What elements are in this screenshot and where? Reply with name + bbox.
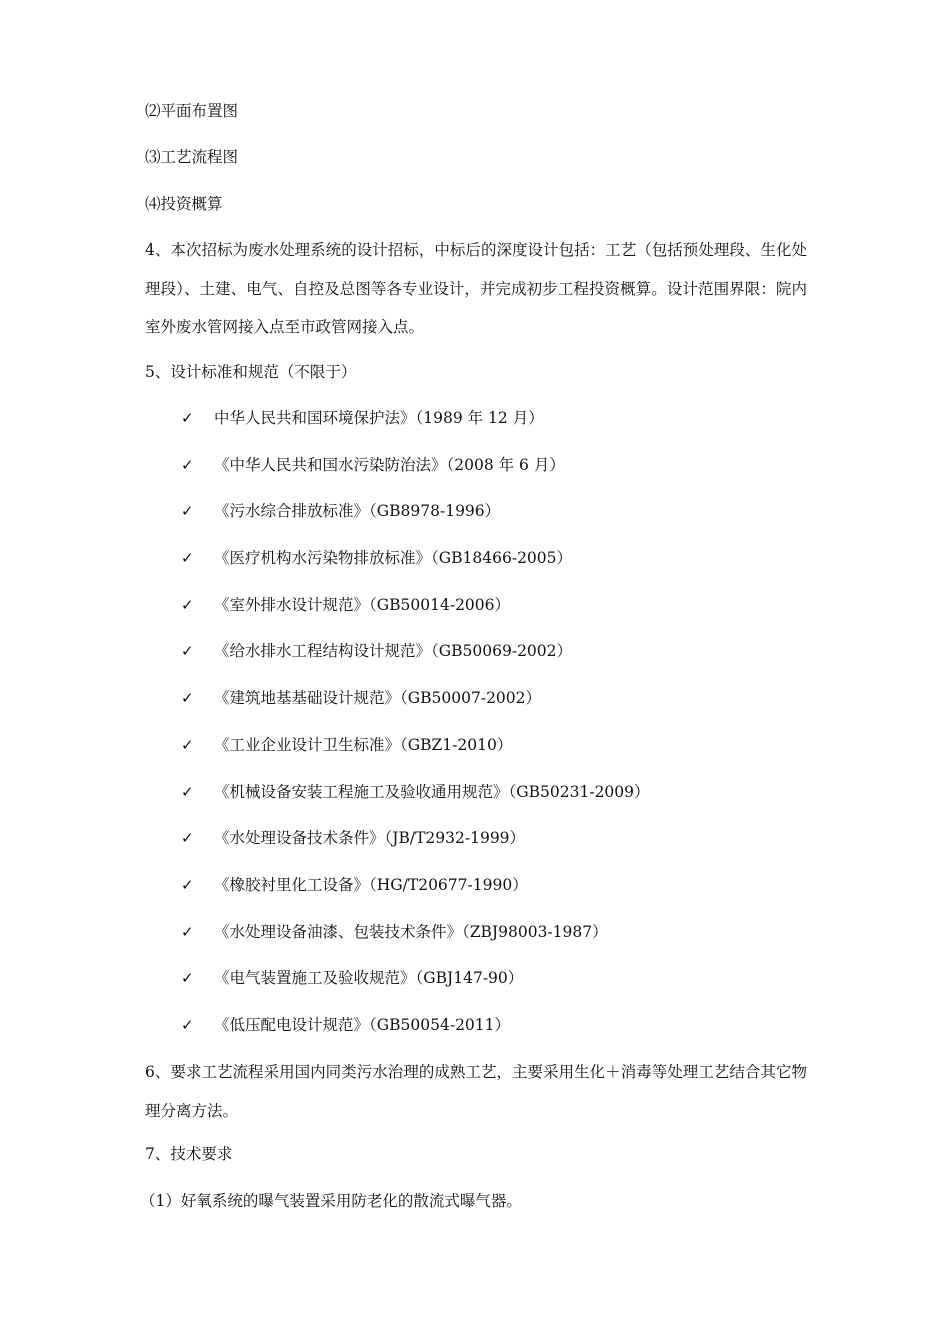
- standard-text: 《污水综合排放标准》（GB8978-1996）: [214, 502, 501, 521]
- checkmark-icon: ✓: [181, 642, 194, 661]
- section-7-item-1: （1）好氧系统的曝气装置采用防老化的散流式曝气器。: [140, 1192, 522, 1210]
- list-item: [0, 499, 950, 546]
- checkmark-icon: ✓: [181, 875, 194, 894]
- list-item: [0, 453, 950, 500]
- checkmark-icon: ✓: [181, 1015, 194, 1034]
- standard-text: 《水处理设备技术条件》（JB/T2932-1999）: [214, 829, 526, 848]
- section-7-title: 7、技术要求: [145, 1145, 233, 1163]
- checkmark-icon: ✓: [181, 409, 194, 427]
- standard-text: 《中华人民共和国水污染防治法》（2008 年 6 月）: [214, 455, 565, 474]
- standard-text: 《室外排水设计规范》（GB50014-2006）: [214, 595, 511, 614]
- list-item: [0, 686, 950, 733]
- list-item: [0, 873, 950, 920]
- standards-list: [0, 406, 950, 1060]
- list-item: [0, 733, 950, 780]
- list-item: [0, 546, 950, 593]
- list-item: [0, 826, 950, 873]
- standard-text: 《水处理设备油漆、包装技术条件》（ZBJ98003-1987）: [214, 922, 608, 941]
- list-item: [0, 780, 950, 827]
- section-4-paragraph: 4、本次招标为废水处理系统的设计招标，中标后的深度设计包括：工艺（包括预处理段、生化处理段）、土建、电气、自控及总图等各专业设计，并完成初步工程投资概算。设计范围界限：院内室外废水管网接入点至市政管网接入点。: [145, 241, 807, 336]
- list-item: [0, 639, 950, 686]
- standard-text: 《医疗机构水污染物排放标准》（GB18466-2005）: [214, 549, 573, 568]
- list-item: [0, 406, 950, 453]
- standard-text: 《低压配电设计规范》（GB50054-2011）: [214, 1015, 511, 1034]
- standard-text: 《建筑地基基础设计规范》（GB50007-2002）: [214, 689, 542, 708]
- item-process-flow: ⑶工艺流程图: [145, 148, 239, 166]
- checkmark-icon: ✓: [181, 502, 194, 521]
- list-item: [0, 966, 950, 1013]
- standard-text: 《橡胶衬里化工设备》（HG/T20677-1990）: [214, 875, 528, 894]
- checkmark-icon: ✓: [181, 549, 194, 568]
- checkmark-icon: ✓: [181, 735, 194, 754]
- checkmark-icon: ✓: [181, 782, 194, 801]
- list-item: [0, 593, 950, 640]
- section-6-paragraph: 6、要求工艺流程采用国内同类污水治理的成熟工艺，主要采用生化＋消毒等处理工艺结合其它物理分离方法。: [145, 1063, 807, 1120]
- checkmark-icon: ✓: [181, 969, 194, 988]
- item-layout-plan: ⑵平面布置图: [145, 102, 239, 120]
- standard-text: 《机械设备安装工程施工及验收通用规范》（GB50231-2009）: [214, 782, 650, 801]
- standard-text: 《电气装置施工及验收规范》（GBJ147-90）: [214, 969, 524, 988]
- checkmark-icon: ✓: [181, 922, 194, 941]
- checkmark-icon: ✓: [181, 455, 194, 474]
- checkmark-icon: ✓: [181, 829, 194, 848]
- section-5-title: 5、设计标准和规范（不限于）: [145, 363, 357, 381]
- checkmark-icon: ✓: [181, 595, 194, 614]
- checkmark-icon: ✓: [181, 689, 194, 708]
- item-investment-estimate: ⑷投资概算: [145, 195, 223, 213]
- standard-text: 中华人民共和国环境保护法》（1989 年 12 月）: [214, 409, 544, 427]
- standard-text: 《给水排水工程结构设计规范》（GB50069-2002）: [214, 642, 573, 661]
- standard-text: 《工业企业设计卫生标准》（GBZ1-2010）: [214, 735, 513, 754]
- list-item: [0, 920, 950, 967]
